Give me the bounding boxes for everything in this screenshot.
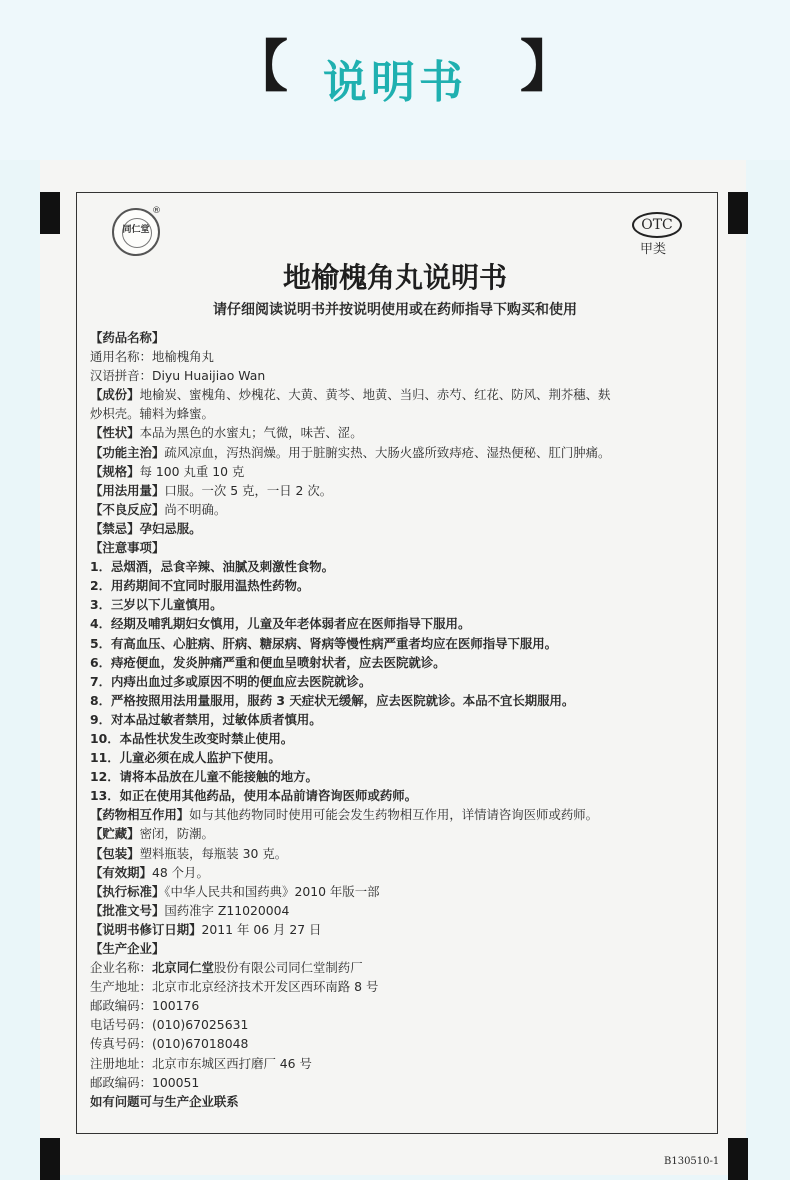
section-heading-adverse: 【不良反应】 [90,501,165,517]
note-item: 12．请将本品放在儿童不能接触的地方。 [90,769,318,785]
section-heading-interaction: 【药物相互作用】 [90,807,190,823]
validity-text: 48 个月。 [151,864,209,880]
registration-mark [40,1138,60,1180]
note-item: 4．经期及哺乳期妇女慎用，儿童及年老体弱者应在医师指导下服用。 [90,616,471,632]
note-item: 11．儿童必须在成人监护下使用。 [90,750,281,766]
otc-class: 甲类 [640,242,667,257]
package-text: 塑料瓶装，每瓶装 30 克。 [139,845,288,861]
company-line [90,958,705,977]
properties-text: 本品为黑色的水蜜丸；气微，味苦、涩。 [139,425,363,441]
note-item: 3．三岁以下儿童慎用。 [90,597,223,613]
document-title: 地榆槐角丸说明书 [282,261,507,294]
standard-line [90,882,705,901]
usage-text: 口服。一次 5 克，一日 2 次。 [164,482,333,498]
postcode: 邮政编码：100051 [90,1074,200,1090]
section-heading-ingredients: 【成份】 [90,387,140,403]
ingredients-line [90,385,705,404]
specification-text: 每 100 丸重 10 克 [139,463,245,479]
function-text: 疏风凉血，泻热润燥。用于脏腑实热、大肠火盛所致痔疮、湿热便秘、肛门肿痛。 [164,444,611,460]
revision-line [90,920,705,939]
interaction-text: 如与其他药物同时使用可能会发生药物相互作用，详情请咨询医师或药师。 [189,807,599,823]
banner-title: 说明书 [323,57,467,108]
function-line [90,443,705,462]
note-item: 8．严格按照用法用量服用，服药 3 天症状无缓解，应去医院就诊。本品不宜长期服用。 [90,692,575,708]
note-item: 9．对本品过敏者禁用，过敏体质者慎用。 [90,711,322,727]
note-item: 13．如正在使用其他药品，使用本品前请咨询医师或药师。 [90,788,418,804]
production-address: 生产地址：北京市北京经济技术开发区西环南路 8 号 [90,979,379,995]
bracket-right: 】 [520,35,576,100]
company-label: 企业名称： [90,960,152,976]
note-item: 10．本品性状发生改变时禁止使用。 [90,730,294,746]
section-heading-standard: 【执行标准】 [90,883,165,899]
ingredients-text: 地榆炭、蜜槐角、炒槐花、大黄、黄芩、地黄、当归、赤芍、红花、防风、荆芥穗、麸 [139,387,611,403]
section-heading-function: 【功能主治】 [90,444,165,460]
section-heading-contraindication: 【禁忌】 [90,520,140,536]
registered-address: 注册地址：北京市东城区西打磨厂 46 号 [90,1055,312,1071]
leaflet-content [90,328,705,1111]
section-heading-validity: 【有效期】 [90,864,152,880]
approval-line [90,901,705,920]
section-heading-usage: 【用法用量】 [90,482,165,498]
registration-mark [40,192,60,234]
adverse-line [90,500,705,519]
note-item: 5．有高血压、心脏病、肝病、糖尿病、肾病等慢性病严重者均应在医师指导下服用。 [90,635,558,651]
registration-mark [728,192,748,234]
section-heading-storage: 【贮藏】 [90,826,140,842]
section-heading-notes: 【注意事项】 [90,540,165,556]
revision-text: 2011 年 06 月 27 日 [201,921,322,937]
contraindication-line [90,519,705,538]
section-heading-name: 【药品名称】 [90,330,165,345]
print-code: B130510-1 [664,1156,720,1167]
storage-line [90,824,705,843]
specification-line [90,462,705,481]
properties-line [90,423,705,442]
section-heading-manufacturer: 【生产企业】 [90,941,165,956]
note-item: 2．用药期间不宜同时服用温热性药物。 [90,578,310,594]
storage-text: 密闭，防潮。 [139,826,214,842]
section-heading-properties: 【性状】 [90,425,140,441]
standard-text: 《中华人民共和国药典》2010 年版一部 [164,883,380,899]
section-heading-approval: 【批准文号】 [90,902,165,918]
document-subtitle: 请仔细阅读说明书并按说明使用或在药师指导下购买和使用 [213,302,577,318]
interaction-line [90,805,705,824]
bracket-left: 【 [232,35,288,100]
registration-mark [728,1138,748,1180]
section-heading-specification: 【规格】 [90,463,140,479]
note-item: 6．痔疮便血，发炎肿痛严重和便血呈喷射状者，应去医院就诊。 [90,654,446,670]
adverse-text: 尚不明确。 [164,501,227,517]
fax-number: 传真号码：(010)67018048 [90,1036,249,1052]
common-name: 通用名称：地榆槐角丸 [90,349,214,365]
validity-line [90,863,705,882]
ingredients-continued: 炒枳壳。辅料为蜂蜜。 [90,406,214,422]
banner [0,0,790,160]
company-brand: 北京同仁堂 [151,960,214,976]
contact-note: 如有问题可与生产企业联系 [90,1093,239,1109]
pinyin-name: 汉语拼音：Diyu Huaijiao Wan [90,368,266,384]
company-name: 股份有限公司同仁堂制药厂 [213,960,363,976]
section-heading-package: 【包装】 [90,845,140,861]
contraindication-text: 孕妇忌服。 [139,520,202,536]
usage-line [90,481,705,500]
phone-number: 电话号码：(010)67025631 [90,1017,249,1033]
section-heading-revision: 【说明书修订日期】 [90,921,202,937]
postcode: 邮政编码：100176 [90,998,200,1014]
approval-text: 国药准字 Z11020004 [164,902,290,918]
package-line [90,844,705,863]
note-item: 7．内痔出血过多或原因不明的便血应去医院就诊。 [90,673,372,689]
otc-badge: OTC [632,212,682,238]
registered-mark: ® [152,206,161,216]
note-item: 1．忌烟酒，忌食辛辣、油腻及刺激性食物。 [90,559,335,575]
logo-text: 同仁堂 [122,225,150,235]
